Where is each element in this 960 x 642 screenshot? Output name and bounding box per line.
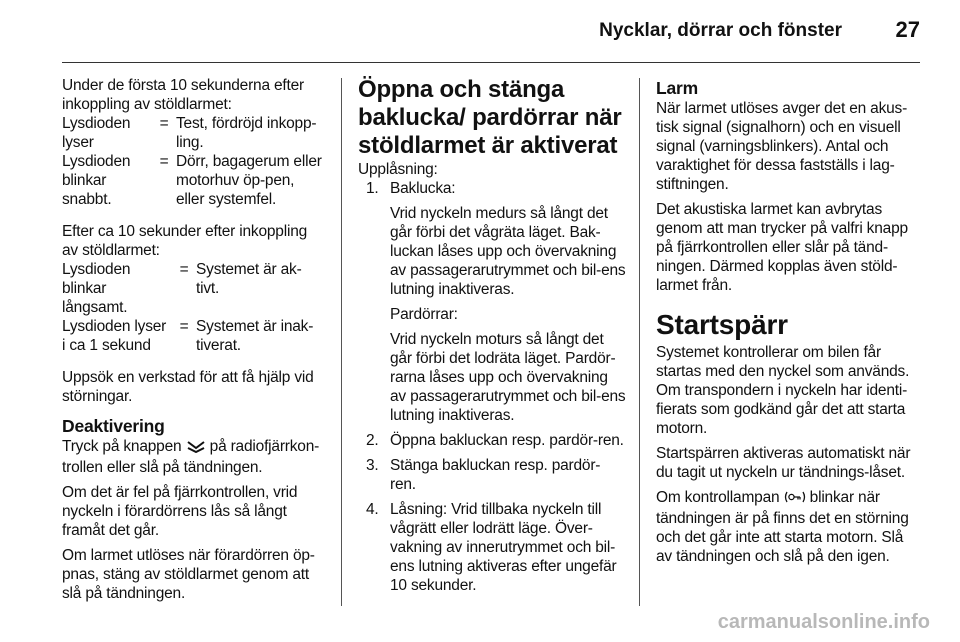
immobilizer-paragraph: Startspärren aktiveras automatiskt när du tagit ut nyckeln ur tändnings-låset.	[656, 445, 911, 481]
led-table-after-10s	[62, 260, 324, 355]
workshop-note: Uppsök en verkstad för att få hjälp vid störningar.	[62, 369, 314, 405]
list-item	[358, 456, 626, 494]
equals-sign: =	[179, 261, 189, 278]
led-meaning: Systemet är inak-tiverat.	[196, 318, 314, 354]
led-meaning: Test, fördröjd inkopp-ling.	[176, 115, 317, 151]
step-text: Pardörrar:	[390, 306, 458, 323]
step-number: 2.	[366, 432, 379, 449]
table-row	[62, 114, 324, 152]
page-number: 27	[895, 17, 920, 42]
section-heading-deaktivering: Deaktivering	[62, 416, 165, 436]
unlock-subheading: Upplåsning:	[358, 161, 438, 178]
deactivation-step-2: Om det är fel på fjärrkontrollen, vrid nyckeln i förardörrens lås så långt framåt det går.	[62, 484, 298, 539]
immobilizer-paragraph	[656, 488, 922, 566]
list-item	[358, 179, 626, 425]
immobilizer-text: Om kontrollampan	[656, 489, 784, 506]
intro-first-10s: Under de första 10 sekunderna efter inkoppling av stöldlarmet:	[62, 77, 305, 113]
step-text: Öppna bakluckan resp. pardör-ren.	[390, 432, 624, 449]
alarm-paragraph: Det akustiska larmet kan avbrytas genom att man trycker på valfri knapp på fjärrkontrollen eller slår på tänd-ningen. Därmed kopplas även stöld-larmet från.	[656, 201, 908, 294]
led-meaning: Systemet är ak-tivt.	[196, 261, 302, 297]
intro-after-10s: Efter ca 10 sekunder efter inkoppling av stöldlarmet:	[62, 223, 308, 259]
column-divider	[341, 78, 342, 606]
immobilizer-key-icon	[784, 490, 806, 509]
section-heading-startsparr: Startspärr	[656, 309, 788, 340]
step-text: Låsning: Vrid tillbaka nyckeln till vågrätt eller lodrätt läge. Över-vakning av innerutrymmet och bil-ens lutning aktiveras efter ungefär 10 sekunder.	[390, 501, 617, 594]
step-text: Baklucka:	[390, 180, 456, 197]
page-header	[62, 0, 920, 63]
table-row	[62, 317, 324, 355]
alarm-paragraph: När larmet utlöses avger det en akus-tisk signal (signalhorn) och en visuell signal (varningsblinkers). Antal och varaktighet för dessa fastställs i lag-stiftningen.	[656, 100, 908, 193]
table-row	[62, 152, 324, 209]
unlock-button-icon	[186, 439, 206, 458]
column-1	[62, 76, 324, 609]
list-item	[358, 431, 626, 450]
led-meaning: Dörr, bagagerum eller motorhuv öp-pen, eller systemfel.	[176, 153, 322, 208]
section-heading-baklucka: Öppna och stänga baklucka/ pardörrar när stöldlarmet är aktiverat	[358, 76, 622, 159]
deactivation-step-3: Om larmet utlöses när förardörren öp-pnas, stäng av stöldlarmet genom att slå på tändningen.	[62, 547, 315, 602]
column-2	[358, 76, 626, 601]
watermark: carmanualsonline.info	[717, 611, 930, 633]
column-divider	[639, 78, 640, 606]
procedure-list	[358, 179, 626, 595]
deactivation-text: på radiofjärrkon-trollen eller slå på tändningen.	[62, 438, 320, 476]
equals-sign: =	[179, 318, 189, 335]
page-title: Nycklar, dörrar och fönster	[599, 20, 842, 41]
section-heading-larm: Larm	[656, 78, 698, 98]
immobilizer-text: blinkar när tändningen är på finns det en störning och det går inte att starta motorn. Slå av tändningen och slå på den igen.	[656, 489, 909, 565]
step-number: 3.	[366, 457, 379, 474]
step-number: 1.	[366, 180, 379, 197]
deactivation-text: Tryck på knappen	[62, 438, 186, 455]
step-text: Stänga bakluckan resp. pardör-ren.	[390, 457, 601, 493]
step-number: 4.	[366, 501, 379, 518]
list-item	[358, 500, 626, 595]
immobilizer-paragraph: Systemet kontrollerar om bilen får startas med den nyckel som används. Om transpondern i nyckeln har identi-fierats som godkänd går det att starta motorn.	[656, 344, 910, 437]
led-state: Lysdioden blinkar långsamt.	[62, 261, 131, 316]
led-state: Lysdioden blinkar snabbt.	[62, 153, 131, 208]
equals-sign: =	[159, 153, 169, 170]
column-3	[656, 76, 922, 572]
led-table-first-10s	[62, 114, 324, 209]
deactivation-step-1	[62, 437, 324, 477]
step-text: Vrid nyckeln moturs så långt det går förbi det lodräta läget. Pardör-rarna låses upp och övervakning av passagerarutrymmet och bil-ens lutning inaktiveras.	[390, 331, 626, 424]
table-row	[62, 260, 324, 317]
equals-sign: =	[159, 115, 169, 132]
led-state: Lysdioden lyser i ca 1 sekund	[62, 318, 167, 354]
step-text: Vrid nyckeln medurs så långt det går förbi det vågräta läget. Bak-luckan låses upp och övervakning av passagerarutrymmet och bil-ens lutning inaktiveras.	[390, 205, 626, 298]
led-state: Lysdioden lyser	[62, 115, 131, 151]
